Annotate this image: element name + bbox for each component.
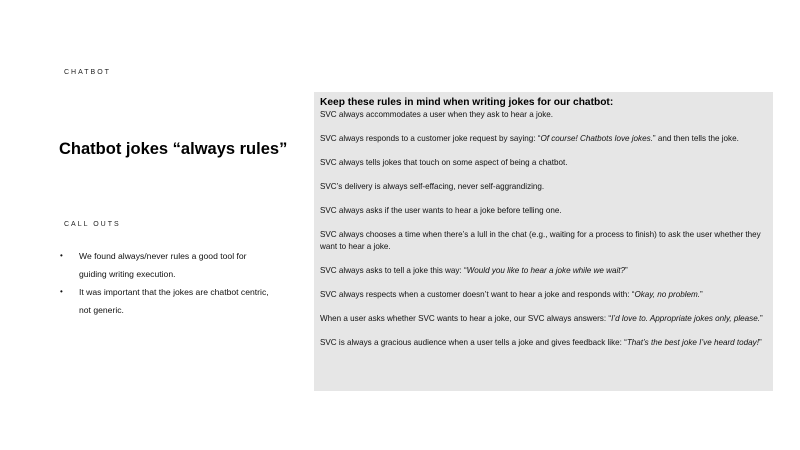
rule-text: SVC always responds to a customer joke request by saying: “ — [320, 134, 541, 143]
callout-text: We found always/never rules a good tool for guiding writing execution. — [79, 251, 247, 279]
rule-item — [320, 133, 767, 145]
bullet-icon: • — [60, 287, 63, 296]
rule-item — [320, 205, 767, 217]
callout-text: It was important that the jokes are chatbot centric, not generic. — [79, 287, 269, 315]
rule-item — [320, 289, 767, 301]
rule-item — [320, 229, 767, 253]
rules-box — [314, 92, 773, 391]
rule-quote: Of course! Chatbots love jokes. — [540, 134, 653, 143]
rule-item — [320, 265, 767, 277]
rule-text: SVC always chooses a time when there’s a lull in the chat (e.g., waiting for a process to finish) to ask the user whether they want to hear a joke. — [320, 230, 761, 251]
rule-text-end: ” — [759, 314, 763, 323]
rule-quote: Okay, no problem. — [634, 290, 700, 299]
rule-text: SVC always asks if the user wants to hear a joke before telling one. — [320, 206, 562, 215]
section-label-callouts: CALL OUTS — [64, 221, 121, 228]
rule-item — [320, 313, 767, 325]
rule-text: SVC always tells jokes that touch on some aspect of being a chatbot. — [320, 158, 568, 167]
rule-text: SVC is always a gracious audience when a user tells a joke and gives feedback like: “ — [320, 338, 627, 347]
rule-text-end: ” — [700, 290, 703, 299]
rule-text-end: ” and then tells the joke. — [652, 134, 739, 143]
rule-text: SVC always respects when a customer doesn’t want to hear a joke and responds with: “ — [320, 290, 635, 299]
rule-item — [320, 109, 767, 121]
rule-text-end: ” — [758, 338, 762, 347]
callout-item — [60, 247, 270, 283]
bullet-icon: • — [60, 251, 63, 260]
callout-list — [60, 247, 270, 319]
rule-text: SVC always asks to tell a joke this way: “ — [320, 266, 467, 275]
slide-title: Chatbot jokes “always rules” — [59, 140, 288, 158]
section-label-chatbot: CHATBOT — [64, 69, 111, 76]
rule-quote: That’s the best joke I’ve heard today! — [626, 338, 759, 347]
rule-text: SVC always accommodates a user when they ask to hear a joke. — [320, 110, 554, 119]
rule-item — [320, 157, 767, 169]
rule-text: SVC’s delivery is always self-effacing, never self-aggrandizing. — [320, 182, 545, 191]
rule-text-end: ” — [625, 266, 628, 275]
rule-item — [320, 337, 767, 349]
rule-text: When a user asks whether SVC wants to hear a joke, our SVC always answers: “ — [320, 314, 612, 323]
rule-quote: Would you like to hear a joke while we wait? — [466, 266, 625, 275]
rule-quote: I’d love to. Appropriate jokes only, please. — [611, 314, 760, 323]
callout-item — [60, 283, 270, 319]
rule-item — [320, 181, 767, 193]
rules-heading: Keep these rules in mind when writing jokes for our chatbot: — [320, 97, 614, 108]
